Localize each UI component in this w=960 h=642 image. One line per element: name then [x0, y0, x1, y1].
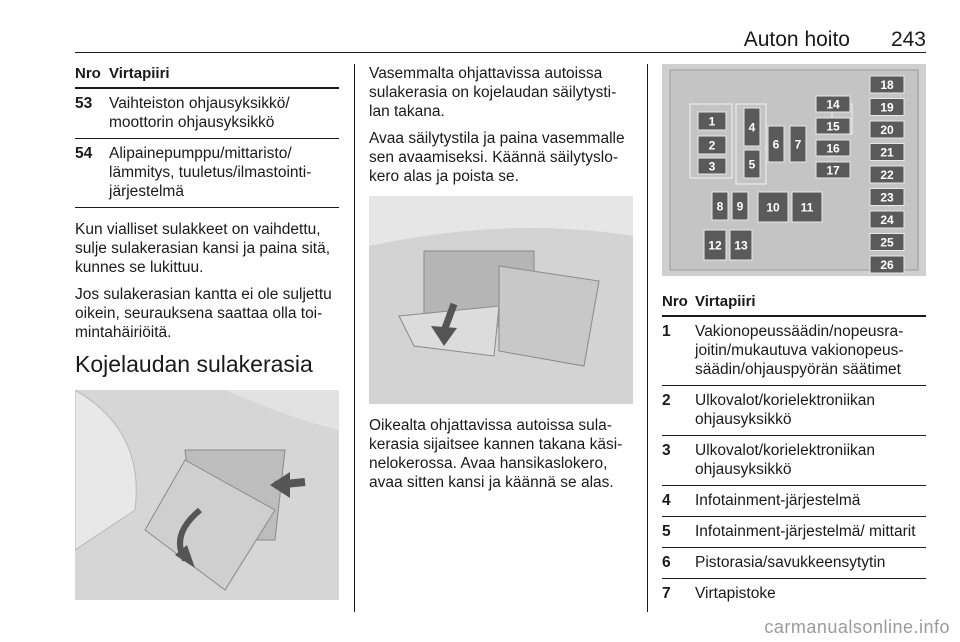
column-1 — [75, 64, 339, 600]
paragraph: Kun vialliset sulakkeet on vaihdettu, sulje sulakerasian kansi ja paina sitä, kunnes se lukittuu. — [75, 221, 331, 276]
column-divider-1 — [354, 64, 355, 612]
header-virtapiiri: Virtapiiri — [109, 65, 170, 82]
table-row — [75, 89, 339, 139]
fuse-label-22: 22 — [880, 168, 894, 182]
header-rule — [75, 52, 926, 53]
row-text: Pistorasia/savukkeensytytin — [695, 554, 886, 571]
table-row — [662, 486, 926, 517]
row-text: Virtapistoke — [695, 585, 776, 602]
paragraph: Jos sulakerasian kantta ei ole suljettu oikein, seurauksena saattaa olla toi-mintahäiriöitä. — [75, 286, 332, 341]
fuse-label-4: 4 — [748, 120, 756, 135]
fuse-label-16: 16 — [826, 141, 840, 156]
table-row — [662, 517, 926, 548]
fuse-label-23: 23 — [880, 190, 894, 205]
paragraph: Avaa säilytystila ja paina vasemmalle sen avaamiseksi. Käännä säilytyslo-kero alas ja poista se. — [369, 130, 625, 185]
row-text: Ulkovalot/korielektroniikan ohjausyksikkö — [695, 442, 876, 478]
fuse-box-diagram — [662, 64, 926, 276]
section-title: Kojelaudan sulakerasia — [75, 351, 313, 377]
fuse-label-25: 25 — [880, 235, 894, 250]
table-row — [662, 436, 926, 486]
table-row — [662, 548, 926, 579]
paragraph: Oikealta ohjattavissa autoissa sula-kerasia sijaitsee kannen takana käsi-nelokerossa. Avaa hansikaslokero, avaa sitten kansi ja käännä se alas. — [369, 417, 623, 491]
table-row — [662, 386, 926, 436]
row-text: Alipainepumppu/mittaristo/ lämmitys, tuuletus/ilmastointi-järjestelmä — [109, 145, 312, 200]
row-text: Infotainment-järjestelmä — [695, 492, 861, 509]
glovebox-illustration-2 — [369, 196, 633, 404]
fuse-label-6: 6 — [772, 137, 780, 152]
fuse-label-18: 18 — [880, 78, 894, 92]
row-text: Ulkovalot/korielektroniikan ohjausyksikkö — [695, 392, 876, 428]
row-number: 3 — [662, 442, 671, 459]
fuse-label-24: 24 — [880, 213, 894, 227]
fuse-label-11: 11 — [800, 200, 814, 215]
fuse-label-13: 13 — [734, 238, 748, 253]
row-number: 5 — [662, 523, 671, 540]
row-number: 2 — [662, 392, 671, 409]
fuse-label-8: 8 — [716, 199, 724, 214]
fuse-label-2: 2 — [708, 138, 716, 153]
row-number: 53 — [75, 95, 93, 112]
row-number: 6 — [662, 554, 671, 571]
fuse-label-26: 26 — [880, 258, 894, 272]
column-2 — [369, 64, 633, 500]
fuse-label-7: 7 — [794, 137, 802, 152]
fuse-label-3: 3 — [708, 159, 716, 174]
fuse-label-14: 14 — [826, 97, 840, 112]
row-text: Infotainment-järjestelmä/ mittarit — [695, 523, 916, 540]
glovebox-illustration-1 — [75, 390, 339, 600]
row-number: 7 — [662, 585, 671, 602]
row-number: 4 — [662, 492, 671, 509]
row-text: Vakionopeussäädin/nopeusra-joitin/mukautuva vakionopeus-säädin/ohjauspyörän säätimet — [695, 323, 904, 378]
fuse-label-15: 15 — [826, 119, 840, 134]
header-virtapiiri: Virtapiiri — [695, 293, 756, 310]
watermark: carmanualsonline.info — [764, 617, 950, 637]
row-number: 1 — [662, 323, 671, 340]
row-number: 54 — [75, 145, 93, 162]
table-header — [75, 64, 339, 89]
table-header — [662, 292, 926, 317]
table-row — [75, 139, 339, 208]
fuse-label-20: 20 — [880, 123, 894, 137]
fuse-label-10: 10 — [766, 200, 780, 215]
fuse-label-12: 12 — [708, 238, 722, 253]
fuse-label-1: 1 — [708, 114, 716, 129]
fuse-label-19: 19 — [880, 100, 894, 115]
header-nro: Nro — [75, 65, 101, 82]
paragraph: Vasemmalta ohjattavissa autoissa sulakerasia on kojelaudan säilytysti-lan takana. — [369, 65, 617, 120]
column-3 — [662, 64, 926, 609]
table-row — [662, 579, 926, 609]
page-number: 243 — [890, 28, 926, 51]
running-header-title: Auton hoito — [743, 28, 850, 51]
column-divider-2 — [647, 64, 648, 612]
row-text: Vaihteiston ohjausyksikkö/ moottorin ohjausyksikkö — [109, 95, 290, 131]
fuse-label-5: 5 — [748, 157, 756, 172]
table-row — [662, 317, 926, 386]
fuse-label-9: 9 — [736, 199, 744, 214]
fuse-label-21: 21 — [880, 145, 894, 160]
fuse-label-17: 17 — [826, 163, 840, 178]
header-nro: Nro — [662, 293, 688, 310]
